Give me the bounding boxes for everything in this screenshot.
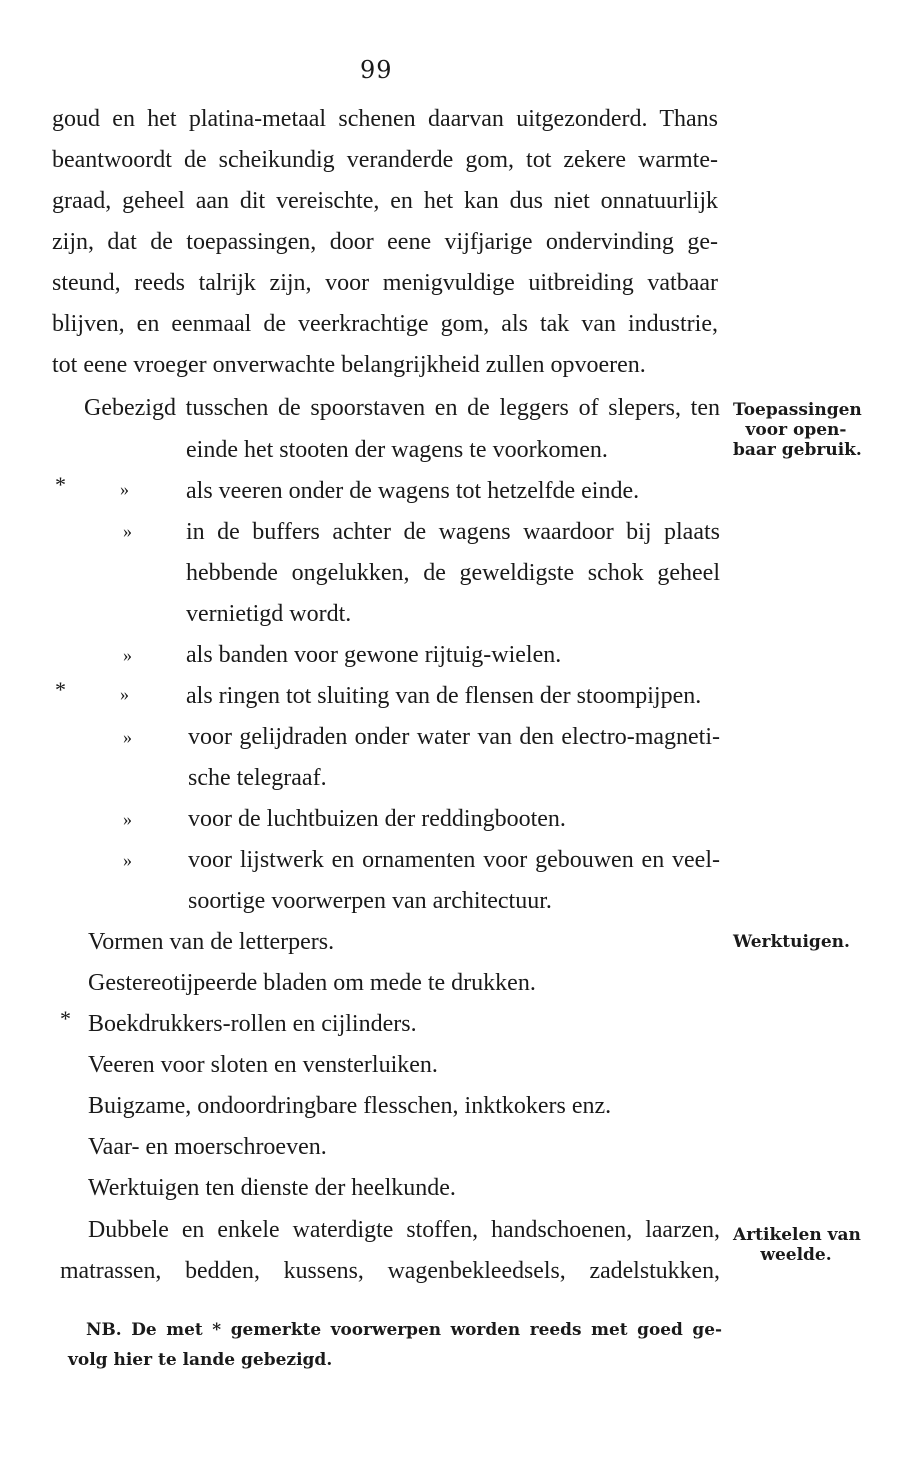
ditto-mark: »: [123, 850, 132, 870]
sidenote-luxury: [733, 1225, 859, 1265]
sidenote-public-use: [733, 400, 862, 460]
luxury-line: Dubbele en enkele waterdigte stoffen, handschoenen, laarzen,: [88, 1217, 720, 1243]
list-item-line: soortige voorwerpen van architectuur.: [188, 888, 552, 914]
tools-item: Vaar- en moerschroeven.: [88, 1134, 327, 1160]
sidenote-line: baar gebruik.: [733, 440, 862, 460]
ditto-mark: »: [120, 684, 129, 704]
sidenote-line: Toepassingen: [733, 400, 862, 420]
list-item-line: als veeren onder de wagens tot hetzelfde einde.: [186, 478, 640, 504]
paragraph-line: beantwoordt de scheikundig veranderde gom, tot zekere warmte-: [52, 147, 718, 173]
list-intro-continued: einde het stooten der wagens te voorkomen.: [186, 437, 608, 463]
list-intro: Gebezigd tusschen de spoorstaven en de leggers of slepers, ten: [84, 395, 720, 421]
tools-item: Vormen van de letterpers.: [88, 929, 335, 955]
paragraph-line: zijn, dat de toepassingen, door eene vijfjarige ondervinding ge-: [52, 229, 718, 255]
star-marker: *: [60, 1006, 71, 1031]
list-item-line: voor lijstwerk en ornamenten voor gebouwen en veel-: [188, 847, 720, 873]
star-marker: *: [55, 472, 66, 497]
paragraph-line: tot eene vroeger onverwachte belangrijkheid zullen opvoeren.: [52, 352, 646, 378]
page-number: 99: [360, 56, 393, 84]
ditto-mark: »: [123, 645, 132, 665]
sidenote-line: weelde.: [760, 1245, 832, 1265]
footnote-line: volg hier te lande gebezigd.: [68, 1350, 333, 1370]
luxury-line: matrassen, bedden, kussens, wagenbekleedsels, zadelstukken,: [60, 1258, 720, 1284]
sidenote-line: voor open-: [745, 420, 847, 440]
ditto-mark: »: [123, 809, 132, 829]
ditto-mark: »: [123, 521, 132, 541]
list-item-line: sche telegraaf.: [188, 765, 327, 791]
tools-item: Gestereotijpeerde bladen om mede te drukken.: [88, 970, 536, 996]
star-marker: *: [55, 677, 66, 702]
tools-item: Buigzame, ondoordringbare flesschen, inktkokers enz.: [88, 1093, 612, 1119]
ditto-mark: »: [123, 727, 132, 747]
sidenote-line: Artikelen van: [733, 1225, 861, 1245]
list-item-line: hebbende ongelukken, de geweldigste schok geheel: [186, 560, 720, 586]
tools-item: Boekdrukkers-rollen en cijlinders.: [88, 1011, 417, 1037]
paragraph-line: blijven, en eenmaal de veerkrachtige gom, als tak van industrie,: [52, 311, 718, 337]
paragraph-line: graad, geheel aan dit vereischte, en het kan dus niet onnatuurlijk: [52, 188, 718, 214]
list-item-line: voor de luchtbuizen der reddingbooten.: [188, 806, 566, 832]
footnote-line: NB. De met * gemerkte voorwerpen worden reeds met goed ge-: [86, 1320, 722, 1340]
list-item-line: voor gelijdraden onder water van den electro-magneti-: [188, 724, 720, 750]
sidenote-tools: Werktuigen.: [733, 932, 850, 952]
tools-item: Werktuigen ten dienste der heelkunde.: [88, 1175, 456, 1201]
list-item-line: in de buffers achter de wagens waardoor bij plaats: [186, 519, 720, 545]
paragraph-line: goud en het platina-metaal schenen daarvan uitgezonderd. Thans: [52, 106, 718, 132]
list-item-line: als ringen tot sluiting van de flensen der stoompijpen.: [186, 683, 702, 709]
tools-item: Veeren voor sloten en vensterluiken.: [88, 1052, 438, 1078]
list-item-line: als banden voor gewone rijtuig-wielen.: [186, 642, 562, 668]
list-item-line: vernietigd wordt.: [186, 601, 352, 627]
ditto-mark: »: [120, 479, 129, 499]
paragraph-line: steund, reeds talrijk zijn, voor menigvuldige uitbreiding vatbaar: [52, 270, 718, 296]
